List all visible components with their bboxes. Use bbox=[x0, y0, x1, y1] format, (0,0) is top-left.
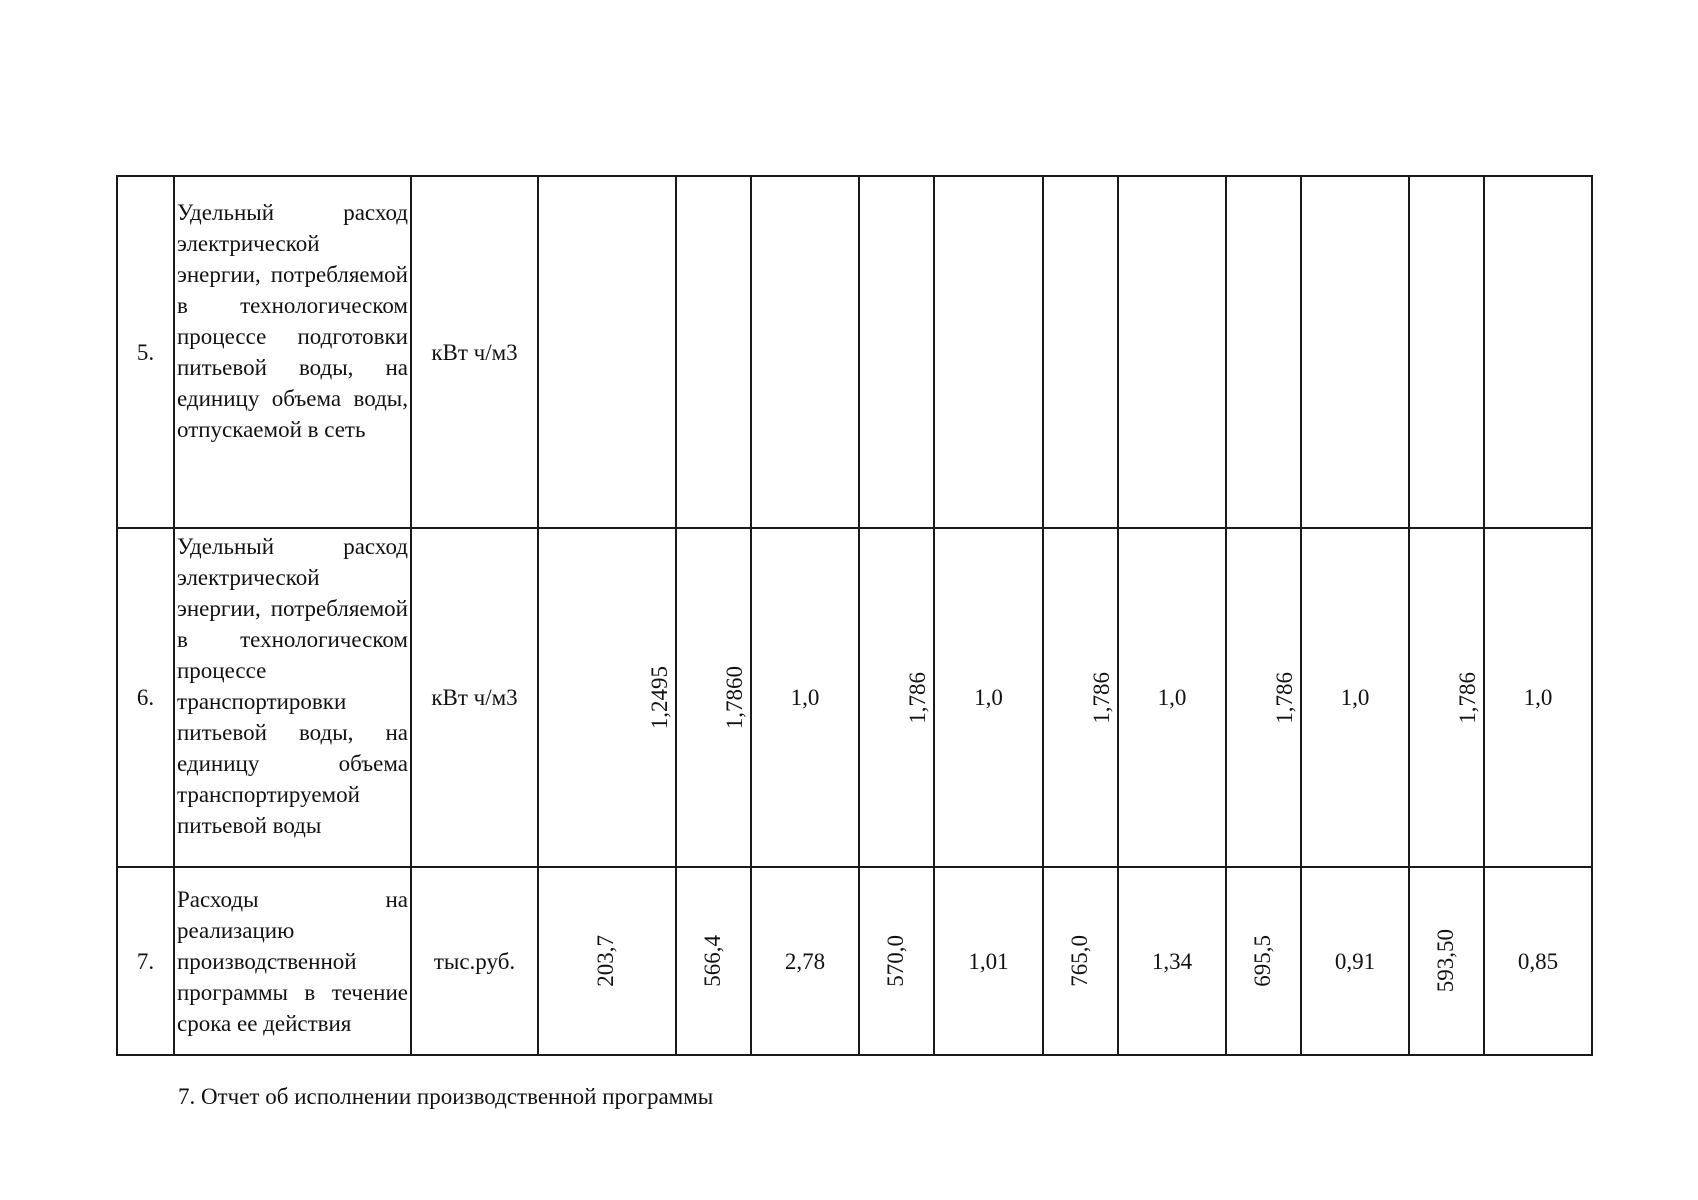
table-row bbox=[117, 528, 1592, 867]
value-text: 593,50 bbox=[1432, 929, 1458, 993]
indicator-description: Расходы на реализацию производственной программы в течение срока ее действия bbox=[174, 867, 411, 1055]
indicator-table bbox=[116, 175, 1593, 1056]
value-cell bbox=[1484, 176, 1592, 528]
unit-cell: кВт ч/м3 bbox=[411, 176, 538, 528]
value-cell bbox=[538, 528, 676, 867]
unit-cell: тыс.руб. bbox=[411, 867, 538, 1055]
value-cell: 1,0 bbox=[1118, 528, 1226, 867]
value-cell: 1,0 bbox=[934, 528, 1043, 867]
unit-cell: кВт ч/м3 bbox=[411, 528, 538, 867]
value-cell bbox=[1226, 528, 1301, 867]
row-number: 7. bbox=[117, 867, 174, 1055]
value-cell bbox=[676, 528, 751, 867]
value-text: 566,4 bbox=[699, 935, 725, 987]
value-cell: 0,91 bbox=[1301, 867, 1409, 1055]
table-row bbox=[117, 176, 1592, 528]
value-text: 570,0 bbox=[882, 935, 908, 987]
value-cell: 1,0 bbox=[1484, 528, 1592, 867]
value-text: 1,2495 bbox=[647, 665, 672, 730]
value-cell bbox=[1226, 867, 1301, 1055]
indicator-description: Удельный расход электрической энергии, потребляемой в технологическом процессе транспортировки питьевой воды, на единицу объема транспортируемой питьевой воды bbox=[174, 528, 411, 867]
value-cell: 2,78 bbox=[751, 867, 859, 1055]
value-text: 1,786 bbox=[1272, 671, 1297, 724]
indicator-description: Удельный расход электрической энергии, потребляемой в технологическом процессе подготовки питьевой воды, на единицу объема воды, отпускаемой в сеть bbox=[174, 176, 411, 528]
value-cell bbox=[1118, 176, 1226, 528]
value-cell bbox=[751, 176, 859, 528]
value-cell bbox=[1043, 176, 1118, 528]
value-cell bbox=[859, 176, 934, 528]
value-cell: 1,01 bbox=[934, 867, 1043, 1055]
value-cell bbox=[1409, 867, 1484, 1055]
value-cell: 1,34 bbox=[1118, 867, 1226, 1055]
row-number: 5. bbox=[117, 176, 174, 528]
value-cell bbox=[1043, 867, 1118, 1055]
value-cell: 1,0 bbox=[1301, 528, 1409, 867]
value-cell bbox=[1043, 528, 1118, 867]
value-cell bbox=[538, 867, 676, 1055]
table-row bbox=[117, 867, 1592, 1055]
value-cell bbox=[1226, 176, 1301, 528]
value-cell: 1,0 bbox=[751, 528, 859, 867]
section-heading: 7. Отчет об исполнении производственной программы bbox=[178, 1084, 714, 1109]
value-text: 695,5 bbox=[1249, 935, 1275, 987]
value-cell bbox=[934, 176, 1043, 528]
row-number: 6. bbox=[117, 528, 174, 867]
value-cell bbox=[676, 176, 751, 528]
value-text: 765,0 bbox=[1066, 935, 1092, 987]
value-text: 1,786 bbox=[1455, 671, 1480, 724]
value-cell: 0,85 bbox=[1484, 867, 1592, 1055]
value-cell bbox=[1409, 528, 1484, 867]
value-cell bbox=[859, 867, 934, 1055]
value-cell bbox=[538, 176, 676, 528]
value-text: 1,786 bbox=[905, 671, 930, 724]
value-cell bbox=[1301, 176, 1409, 528]
value-text: 1,786 bbox=[1089, 671, 1114, 724]
value-text: 1,7860 bbox=[722, 665, 747, 730]
value-cell bbox=[859, 528, 934, 867]
value-cell bbox=[676, 867, 751, 1055]
value-cell bbox=[1409, 176, 1484, 528]
value-text: 203,7 bbox=[593, 935, 618, 987]
